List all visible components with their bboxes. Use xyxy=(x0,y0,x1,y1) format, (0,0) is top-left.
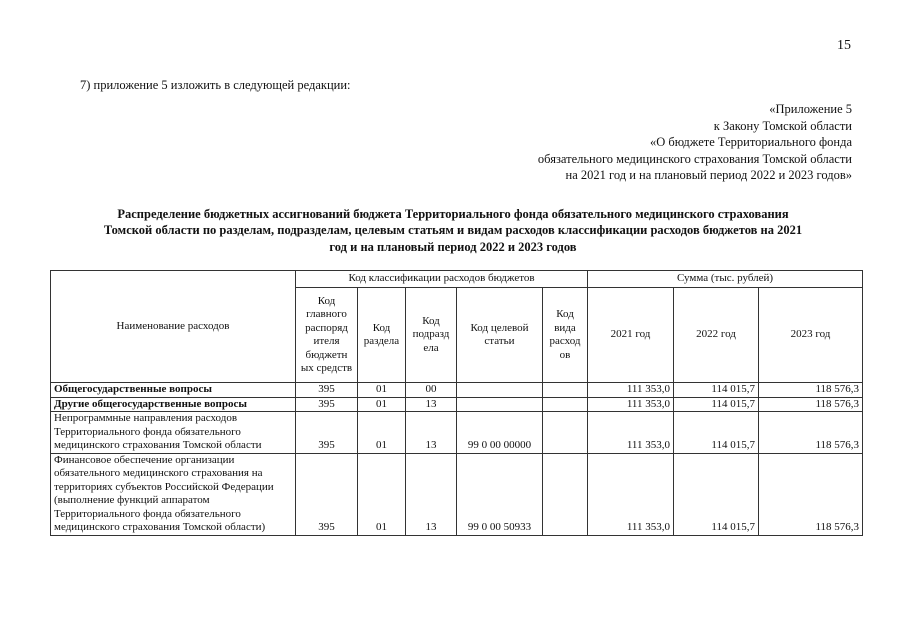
row-2022: 114 015,7 xyxy=(674,412,759,454)
title-line: год и на плановый период 2022 и 2023 годов xyxy=(329,239,577,254)
header-main-admin: Код главного распоряд ителя бюджетн ых средств xyxy=(296,288,358,383)
row-target: 99 0 00 50933 xyxy=(457,453,543,535)
table-row xyxy=(51,412,863,454)
header-2023: 2023 год xyxy=(759,288,863,383)
row-2022: 114 015,7 xyxy=(674,383,759,398)
row-type xyxy=(543,453,588,535)
row-section: 01 xyxy=(358,397,406,412)
row-target xyxy=(457,397,543,412)
appendix-line: «Приложение 5 xyxy=(769,102,852,116)
row-admin: 395 xyxy=(296,397,358,412)
table-row xyxy=(51,397,863,412)
row-admin: 395 xyxy=(296,453,358,535)
row-name: Другие общегосударственные вопросы xyxy=(51,397,296,412)
table-row xyxy=(51,453,863,535)
row-subsection: 13 xyxy=(406,453,457,535)
document-title xyxy=(52,206,854,255)
header-expense-type: Код вида расход ов xyxy=(543,288,588,383)
table-row xyxy=(51,383,863,398)
row-name: Непрограммные направления расходов Территориального фонда обязательного медицинского страхования Томской области xyxy=(51,412,296,454)
header-target: Код целевой статьи xyxy=(457,288,543,383)
row-section: 01 xyxy=(358,383,406,398)
header-classification: Код классификации расходов бюджетов xyxy=(296,271,588,288)
row-2021: 111 353,0 xyxy=(588,383,674,398)
row-type xyxy=(543,412,588,454)
row-admin: 395 xyxy=(296,383,358,398)
header-name: Наименование расходов xyxy=(51,271,296,383)
row-2022: 114 015,7 xyxy=(674,397,759,412)
appendix-line: «О бюджете Территориального фонда xyxy=(649,135,852,149)
header-2022: 2022 год xyxy=(674,288,759,383)
appendix-line: к Закону Томской области xyxy=(713,118,852,133)
header-section: Код раздела xyxy=(358,288,406,383)
row-admin: 395 xyxy=(296,412,358,454)
row-subsection: 00 xyxy=(406,383,457,398)
title-line: Распределение бюджетных ассигнований бюджета Территориального фонда обязательного медицинского страхования xyxy=(117,207,789,221)
row-name: Финансовое обеспечение организации обязательного медицинского страхования на территориях субъектов Российской Федерации (выполнение функций аппаратом Территориального фонда обязательного медицинского страхования Томской области) xyxy=(51,453,296,535)
row-type xyxy=(543,383,588,398)
row-section: 01 xyxy=(358,453,406,535)
budget-table xyxy=(50,270,863,536)
row-section: 01 xyxy=(358,412,406,454)
row-2021: 111 353,0 xyxy=(588,397,674,412)
appendix-header xyxy=(538,101,852,184)
row-2022: 114 015,7 xyxy=(674,453,759,535)
row-target: 99 0 00 00000 xyxy=(457,412,543,454)
appendix-line: на 2021 год и на плановый период 2022 и 2023 годов» xyxy=(565,168,852,182)
appendix-line: обязательного медицинского страхования Томской области xyxy=(537,151,852,166)
row-2021: 111 353,0 xyxy=(588,412,674,454)
intro-text: 7) приложение 5 изложить в следующей редакции: xyxy=(80,78,351,92)
row-type xyxy=(543,397,588,412)
row-2023: 118 576,3 xyxy=(759,453,863,535)
row-2023: 118 576,3 xyxy=(759,397,863,412)
header-subsection: Код подразд ела xyxy=(406,288,457,383)
header-2021: 2021 год xyxy=(588,288,674,383)
row-name: Общегосударственные вопросы xyxy=(51,383,296,398)
row-2023: 118 576,3 xyxy=(759,412,863,454)
row-subsection: 13 xyxy=(406,397,457,412)
header-sum: Сумма (тыс. рублей) xyxy=(588,271,863,288)
row-subsection: 13 xyxy=(406,412,457,454)
row-2023: 118 576,3 xyxy=(759,383,863,398)
page-number: 15 xyxy=(837,38,851,53)
row-target xyxy=(457,383,543,398)
row-2021: 111 353,0 xyxy=(588,453,674,535)
title-line: Томской области по разделам, подразделам, целевым статьям и видам расходов классификации расходов бюджетов на 2021 xyxy=(103,223,803,238)
